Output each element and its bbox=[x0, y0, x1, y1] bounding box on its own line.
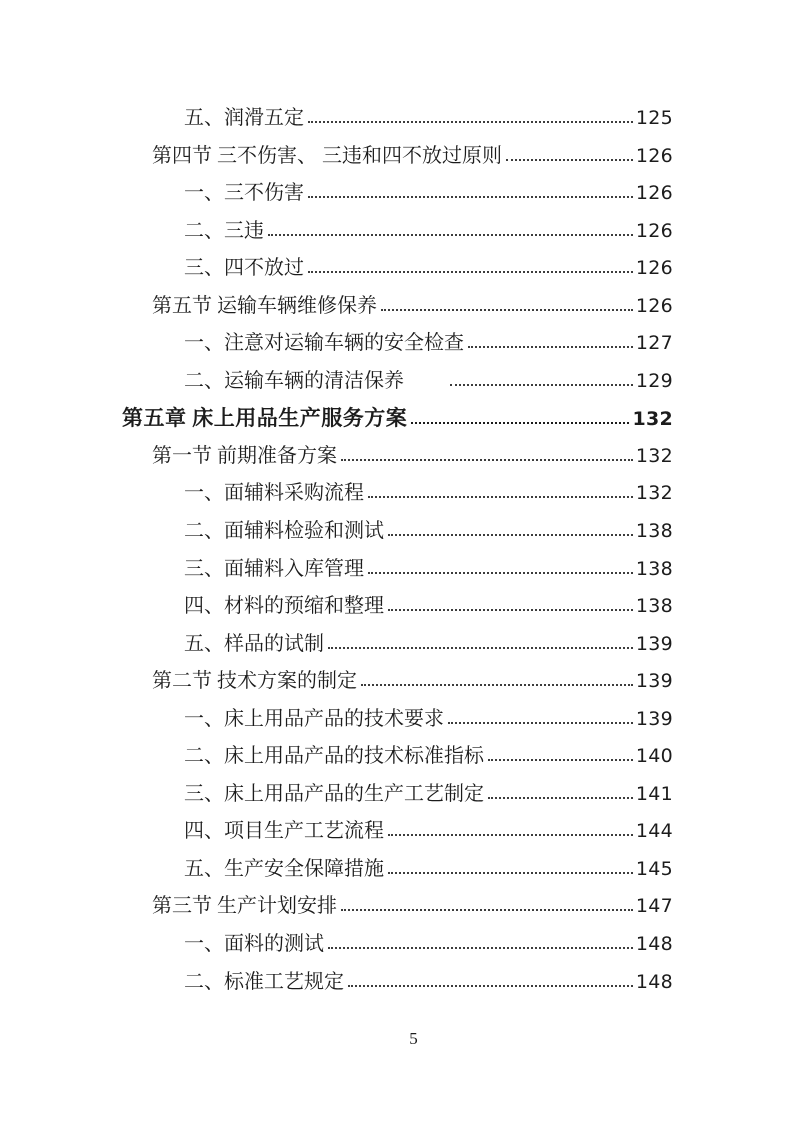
dot-leader bbox=[341, 909, 633, 911]
toc-entry-page-number: 139 bbox=[635, 707, 673, 730]
dot-leader bbox=[448, 722, 633, 724]
toc-entry[interactable] bbox=[122, 325, 673, 363]
toc-entry[interactable] bbox=[122, 626, 673, 664]
toc-entry-page-number: 148 bbox=[635, 933, 673, 956]
dot-leader bbox=[411, 422, 629, 424]
toc-entry[interactable] bbox=[122, 926, 673, 964]
toc-entry-title: 第三节 生产计划安排 bbox=[152, 895, 337, 918]
toc-entry[interactable] bbox=[122, 738, 673, 776]
toc-entry-page-number: 126 bbox=[635, 144, 673, 167]
toc-entry[interactable] bbox=[122, 288, 673, 326]
toc-entry-title: 第四节 三不伤害、 三违和四不放过原则 bbox=[152, 144, 502, 167]
toc-entry[interactable] bbox=[122, 663, 673, 701]
toc-entry-page-number: 127 bbox=[635, 332, 673, 355]
toc-entry-title: 四、材料的预缩和整理 bbox=[184, 595, 384, 618]
toc-entry-title: 第一节 前期准备方案 bbox=[152, 444, 337, 467]
toc-entry[interactable] bbox=[122, 513, 673, 551]
toc-entry-title: 二、面辅料检验和测试 bbox=[184, 520, 384, 543]
toc-entry-page-number: 138 bbox=[635, 520, 673, 543]
toc-entry-page-number: 125 bbox=[635, 107, 673, 129]
toc-entry-page-number: 126 bbox=[635, 219, 673, 242]
toc-entry-page-number: 129 bbox=[635, 369, 673, 392]
toc-entry[interactable] bbox=[122, 213, 673, 251]
toc-entry-title: 第五章 床上用品生产服务方案 bbox=[122, 406, 408, 431]
dot-leader bbox=[388, 872, 633, 874]
dot-leader bbox=[388, 534, 633, 536]
toc-entry[interactable] bbox=[122, 438, 673, 476]
toc-entry-title: 二、运输车辆的清洁保养 bbox=[184, 369, 404, 392]
toc-entry-page-number: 138 bbox=[635, 595, 673, 618]
toc-entry[interactable] bbox=[122, 888, 673, 926]
dot-leader bbox=[328, 647, 633, 649]
toc-entry[interactable] bbox=[122, 964, 673, 1002]
toc-entry-title: 一、注意对运输车辆的安全检查 bbox=[184, 332, 464, 355]
dot-leader bbox=[468, 346, 633, 348]
toc-entry[interactable] bbox=[122, 776, 673, 814]
toc-entry[interactable] bbox=[122, 400, 673, 438]
toc-entry[interactable] bbox=[122, 701, 673, 739]
dot-leader bbox=[388, 834, 633, 836]
dot-leader bbox=[348, 985, 633, 987]
toc-entry-page-number: 144 bbox=[635, 820, 673, 843]
toc-entry-title: 第二节 技术方案的制定 bbox=[152, 670, 357, 693]
dot-leader bbox=[488, 759, 633, 761]
dot-leader bbox=[361, 684, 633, 686]
dot-leader bbox=[308, 121, 633, 123]
toc-entry-page-number: 132 bbox=[632, 408, 673, 431]
toc-entry-page-number: 139 bbox=[635, 632, 673, 655]
toc-entry[interactable] bbox=[122, 588, 673, 626]
toc-entry[interactable] bbox=[122, 100, 673, 138]
toc-entry-page-number: 140 bbox=[635, 745, 673, 768]
toc-entry-title: 二、三违 bbox=[184, 219, 264, 242]
toc-entry-title: 五、样品的试制 bbox=[184, 632, 324, 655]
toc-entry-title: 二、床上用品产品的技术标准指标 bbox=[184, 745, 484, 768]
dot-leader bbox=[381, 309, 633, 311]
toc-entry-title: 一、三不伤害 bbox=[184, 182, 304, 205]
toc-entry[interactable] bbox=[122, 250, 673, 288]
toc-entry-title: 三、四不放过 bbox=[184, 257, 304, 280]
table-of-contents bbox=[122, 100, 673, 1001]
toc-entry-page-number: 126 bbox=[635, 294, 673, 317]
toc-entry[interactable] bbox=[122, 363, 673, 401]
dot-leader bbox=[308, 196, 633, 198]
toc-entry-page-number: 132 bbox=[635, 444, 673, 467]
dot-leader bbox=[450, 384, 633, 386]
toc-entry-title: 三、面辅料入库管理 bbox=[184, 557, 364, 580]
dot-leader bbox=[388, 609, 633, 611]
toc-entry-title: 第五节 运输车辆维修保养 bbox=[152, 294, 377, 317]
toc-entry-title: 一、面辅料采购流程 bbox=[184, 482, 364, 505]
toc-entry-page-number: 145 bbox=[635, 857, 673, 880]
dot-leader bbox=[368, 572, 633, 574]
toc-entry-page-number: 141 bbox=[635, 782, 673, 805]
toc-entry-page-number: 126 bbox=[635, 257, 673, 280]
toc-entry-page-number: 138 bbox=[635, 557, 673, 580]
footer-page-number: 5 bbox=[409, 1029, 418, 1048]
toc-entry[interactable] bbox=[122, 851, 673, 889]
toc-entry-title: 五、润滑五定 bbox=[184, 107, 304, 129]
toc-entry[interactable] bbox=[122, 138, 673, 176]
toc-entry[interactable] bbox=[122, 475, 673, 513]
toc-entry[interactable] bbox=[122, 551, 673, 589]
dot-leader bbox=[368, 496, 633, 498]
dot-leader bbox=[506, 159, 633, 161]
toc-entry-page-number: 147 bbox=[635, 895, 673, 918]
dot-leader bbox=[268, 234, 633, 236]
toc-entry-title: 一、床上用品产品的技术要求 bbox=[184, 707, 444, 730]
toc-entry-page-number: 126 bbox=[635, 182, 673, 205]
dot-leader bbox=[488, 797, 633, 799]
toc-entry-title: 三、床上用品产品的生产工艺制定 bbox=[184, 782, 484, 805]
toc-entry-page-number: 132 bbox=[635, 482, 673, 505]
toc-entry-title: 一、面料的测试 bbox=[184, 933, 324, 956]
dot-leader bbox=[341, 459, 633, 461]
toc-entry-title: 五、生产安全保障措施 bbox=[184, 857, 384, 880]
toc-entry-title: 二、标准工艺规定 bbox=[184, 970, 344, 993]
toc-entry[interactable] bbox=[122, 813, 673, 851]
toc-entry[interactable] bbox=[122, 175, 673, 213]
dot-leader bbox=[328, 947, 633, 949]
toc-entry-page-number: 139 bbox=[635, 670, 673, 693]
toc-entry-page-number: 148 bbox=[635, 970, 673, 993]
dot-leader bbox=[308, 271, 633, 273]
toc-entry-title: 四、项目生产工艺流程 bbox=[184, 820, 384, 843]
